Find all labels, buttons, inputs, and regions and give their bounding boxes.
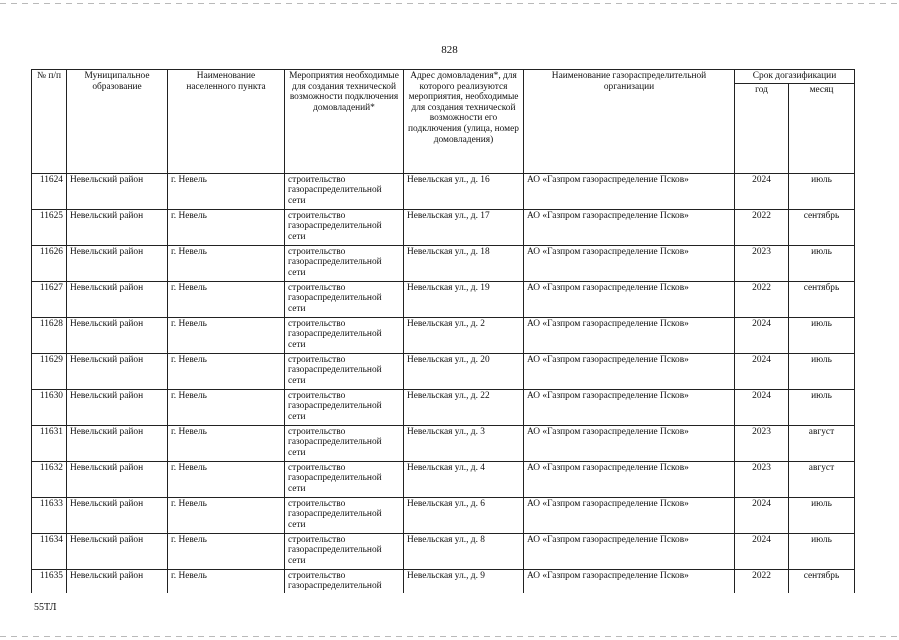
address-cell: Невельская ул., д. 9 <box>404 569 524 593</box>
row-number: 11631 <box>32 425 67 461</box>
organization-cell: АО «Газпром газораспределение Псков» <box>524 533 735 569</box>
gasification-table <box>31 69 855 593</box>
year-cell: 2023 <box>735 461 789 497</box>
month-cell: июль <box>789 497 855 533</box>
year-cell: 2023 <box>735 425 789 461</box>
month-cell: июль <box>789 353 855 389</box>
year-cell: 2024 <box>735 389 789 425</box>
month-cell: август <box>789 461 855 497</box>
header-settlement: Наименование населенного пункта <box>168 70 285 174</box>
table-row <box>32 569 855 593</box>
footer-code: 55ТЛ <box>34 602 57 613</box>
organization-cell: АО «Газпром газораспределение Псков» <box>524 497 735 533</box>
measures-cell: строительство газораспределительной сети <box>285 389 404 425</box>
row-number: 11625 <box>32 209 67 245</box>
year-cell: 2022 <box>735 281 789 317</box>
municipality-cell: Невельский район <box>67 461 168 497</box>
year-cell: 2024 <box>735 173 789 209</box>
row-number: 11626 <box>32 245 67 281</box>
month-cell: июль <box>789 317 855 353</box>
month-cell: июль <box>789 173 855 209</box>
settlement-cell: г. Невель <box>168 425 285 461</box>
municipality-cell: Невельский район <box>67 569 168 593</box>
organization-cell: АО «Газпром газораспределение Псков» <box>524 569 735 593</box>
address-cell: Невельская ул., д. 4 <box>404 461 524 497</box>
row-number: 11627 <box>32 281 67 317</box>
month-cell: июль <box>789 245 855 281</box>
header-month: месяц <box>789 83 855 173</box>
month-cell: июль <box>789 533 855 569</box>
year-cell: 2024 <box>735 533 789 569</box>
organization-cell: АО «Газпром газораспределение Псков» <box>524 353 735 389</box>
address-cell: Невельская ул., д. 20 <box>404 353 524 389</box>
organization-cell: АО «Газпром газораспределение Псков» <box>524 281 735 317</box>
measures-cell: строительство газораспределительной сети <box>285 461 404 497</box>
settlement-cell: г. Невель <box>168 245 285 281</box>
table-row <box>32 389 855 425</box>
address-cell: Невельская ул., д. 16 <box>404 173 524 209</box>
address-cell: Невельская ул., д. 18 <box>404 245 524 281</box>
municipality-cell: Невельский район <box>67 533 168 569</box>
row-number: 11624 <box>32 173 67 209</box>
settlement-cell: г. Невель <box>168 281 285 317</box>
table-row <box>32 245 855 281</box>
settlement-cell: г. Невель <box>168 389 285 425</box>
measures-cell: строительство газораспределительной сети <box>285 173 404 209</box>
organization-cell: АО «Газпром газораспределение Псков» <box>524 209 735 245</box>
settlement-cell: г. Невель <box>168 569 285 593</box>
municipality-cell: Невельский район <box>67 425 168 461</box>
measures-cell: строительство газораспределительной сети <box>285 281 404 317</box>
table-row <box>32 281 855 317</box>
address-cell: Невельская ул., д. 6 <box>404 497 524 533</box>
organization-cell: АО «Газпром газораспределение Псков» <box>524 461 735 497</box>
month-cell: сентябрь <box>789 569 855 593</box>
header-year: год <box>735 83 789 173</box>
settlement-cell: г. Невель <box>168 209 285 245</box>
page-number: 828 <box>441 44 458 56</box>
settlement-cell: г. Невель <box>168 461 285 497</box>
year-cell: 2022 <box>735 569 789 593</box>
month-cell: сентябрь <box>789 209 855 245</box>
municipality-cell: Невельский район <box>67 245 168 281</box>
header-deadline: Срок догазификации <box>735 70 855 84</box>
header-municipality: Муниципальное образование <box>67 70 168 174</box>
settlement-cell: г. Невель <box>168 317 285 353</box>
measures-cell: строительство газораспределительной сети <box>285 209 404 245</box>
address-cell: Невельская ул., д. 22 <box>404 389 524 425</box>
header-num: № п/п <box>32 70 67 174</box>
municipality-cell: Невельский район <box>67 281 168 317</box>
year-cell: 2024 <box>735 353 789 389</box>
table-row <box>32 461 855 497</box>
organization-cell: АО «Газпром газораспределение Псков» <box>524 317 735 353</box>
organization-cell: АО «Газпром газораспределение Псков» <box>524 425 735 461</box>
gasification-table-container <box>31 69 854 593</box>
settlement-cell: г. Невель <box>168 173 285 209</box>
settlement-cell: г. Невель <box>168 353 285 389</box>
row-number: 11635 <box>32 569 67 593</box>
address-cell: Невельская ул., д. 2 <box>404 317 524 353</box>
row-number: 11630 <box>32 389 67 425</box>
municipality-cell: Невельский район <box>67 353 168 389</box>
measures-cell: строительство газораспределительной сети <box>285 317 404 353</box>
scan-artifact-bottom <box>0 636 899 637</box>
address-cell: Невельская ул., д. 17 <box>404 209 524 245</box>
measures-cell: строительство газораспределительной сети <box>285 353 404 389</box>
measures-cell: строительство газораспределительной <box>285 569 404 593</box>
header-organization: Наименование газораспределительной организации <box>524 70 735 174</box>
settlement-cell: г. Невель <box>168 497 285 533</box>
settlement-cell: г. Невель <box>168 533 285 569</box>
row-number: 11634 <box>32 533 67 569</box>
measures-cell: строительство газораспределительной сети <box>285 533 404 569</box>
scan-artifact-top <box>0 3 899 4</box>
table-row <box>32 497 855 533</box>
table-row <box>32 353 855 389</box>
table-row <box>32 533 855 569</box>
municipality-cell: Невельский район <box>67 317 168 353</box>
table-row <box>32 425 855 461</box>
table-row <box>32 209 855 245</box>
table-row <box>32 317 855 353</box>
row-number: 11629 <box>32 353 67 389</box>
address-cell: Невельская ул., д. 3 <box>404 425 524 461</box>
year-cell: 2024 <box>735 497 789 533</box>
year-cell: 2024 <box>735 317 789 353</box>
row-number: 11632 <box>32 461 67 497</box>
municipality-cell: Невельский район <box>67 497 168 533</box>
municipality-cell: Невельский район <box>67 173 168 209</box>
row-number: 11633 <box>32 497 67 533</box>
municipality-cell: Невельский район <box>67 209 168 245</box>
organization-cell: АО «Газпром газораспределение Псков» <box>524 173 735 209</box>
municipality-cell: Невельский район <box>67 389 168 425</box>
measures-cell: строительство газораспределительной сети <box>285 497 404 533</box>
organization-cell: АО «Газпром газораспределение Псков» <box>524 245 735 281</box>
measures-cell: строительство газораспределительной сети <box>285 245 404 281</box>
month-cell: июль <box>789 389 855 425</box>
table-row <box>32 173 855 209</box>
header-address: Адрес домовладения*, для которого реализуются мероприятия, необходимые для создания технической возможности его подключения (улица, номер домовладения) <box>404 70 524 174</box>
row-number: 11628 <box>32 317 67 353</box>
month-cell: сентябрь <box>789 281 855 317</box>
measures-cell: строительство газораспределительной сети <box>285 425 404 461</box>
year-cell: 2023 <box>735 245 789 281</box>
address-cell: Невельская ул., д. 19 <box>404 281 524 317</box>
header-measures: Мероприятия необходимые для создания технической возможности подключения домовладений* <box>285 70 404 174</box>
table-body <box>32 173 855 593</box>
month-cell: август <box>789 425 855 461</box>
organization-cell: АО «Газпром газораспределение Псков» <box>524 389 735 425</box>
address-cell: Невельская ул., д. 8 <box>404 533 524 569</box>
year-cell: 2022 <box>735 209 789 245</box>
